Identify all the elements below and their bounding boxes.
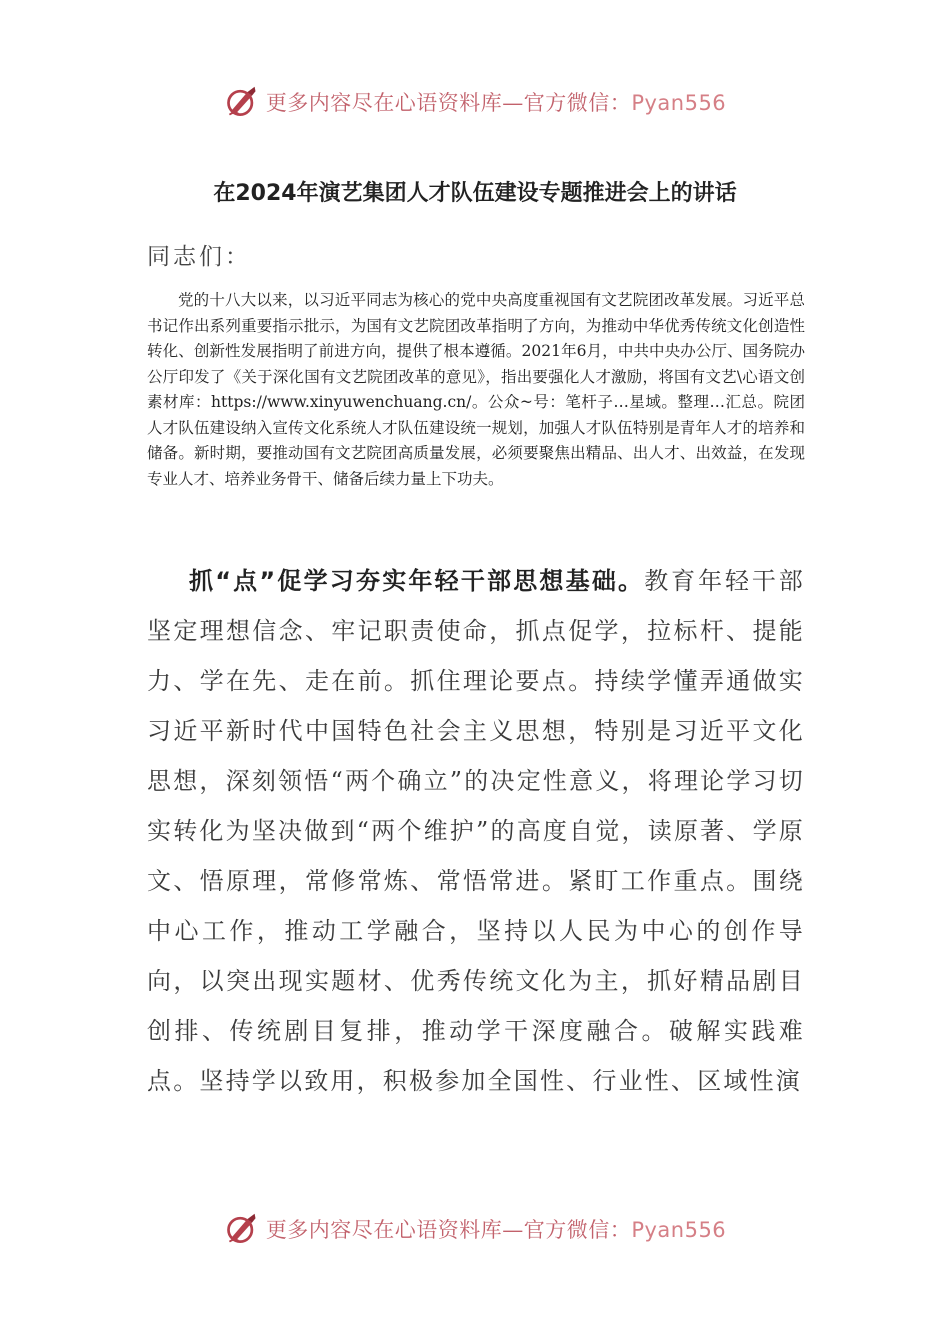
document-title: 在2024年演艺集团人才队伍建设专题推进会上的讲话: [213, 181, 737, 206]
footer-watermark: [0, 1209, 950, 1249]
ink-pen-logo-icon: [224, 1211, 260, 1247]
watermark-wechat-id: Pyan556: [631, 1218, 727, 1242]
watermark-text: 更多内容尽在心语资料库—官方微信：Pyan556: [265, 1218, 727, 1242]
header-watermark: [0, 82, 950, 122]
watermark-text: 更多内容尽在心语资料库—官方微信：Pyan556: [265, 91, 727, 115]
section-lead-heading: 抓“点”促学习夯实年轻干部思想基础。: [189, 567, 645, 595]
section-body-text: 教育年轻干部坚定理想信念、牢记职责使命，抓点促学，拉标杆、提能力、学在先、走在前。抓住理论要点。持续学懂弄通做实习近平新时代中国特色社会主义思想，特别是习近平文化思想，深刻领悟“两个确立”的决定性意义，将理论学习切实转化为坚决做到“两个维护”的高度自觉，读原著、学原文、悟原理，常修常炼、常悟常进。紧盯工作重点。围绕中心工作，推动工学融合，坚持以人民为中心的创作导向，以突出现实题材、优秀传统文化为主，抓好精品剧目创排、传统剧目复排，推动学干深度融合。破解实践难点。坚持学以致用，积极参加全国性、行业性、区域性演: [147, 567, 805, 1095]
watermark-wechat-id: Pyan556: [631, 91, 727, 115]
intro-paragraph: 党的十八大以来，以习近平同志为核心的党中央高度重视国有文艺院团改革发展。习近平总书记作出系列重要指示批示，为国有文艺院团改革指明了方向，为推动中华优秀传统文化创造性转化、创新性发展指明了前进方向，提供了根本遵循。2021年6月，中共中央办公厅、国务院办公厅印发了《关于深化国有文艺院团改革的意见》，指出要强化人才激励，将国有文艺\心语文创素材库：https://www.xinyuwenchuang.cn/。公众~号：笔杆子…星域。整理…汇总。院团人才队伍建设纳入宣传文化系统人才队伍建设统一规划，加强人才队伍特别是青年人才的培养和储备。新时期，要推动国有文艺院团高质量发展，必须要聚焦出精品、出人才、出效益，在发现专业人才、培养业务骨干、储备后续力量上下功夫。: [147, 291, 805, 488]
salutation: 同志们：: [147, 244, 251, 270]
ink-pen-logo-icon: [224, 84, 260, 120]
section-paragraph: [147, 556, 805, 1106]
